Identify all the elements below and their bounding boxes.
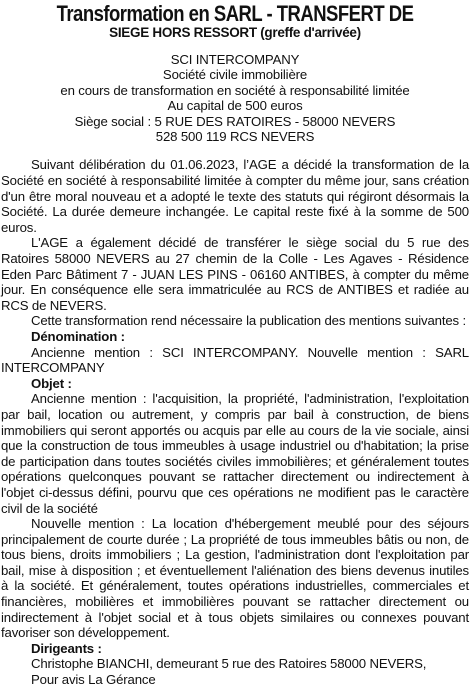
dirigeants-text: Christophe BIANCHI, demeurant 5 rue des Ratoires 58000 NEVERS, <box>31 656 427 672</box>
paragraph-transfer: L'AGE a également décidé de transférer le siège social du 5 rue des Ratoires 58000 NEVERS au 27 chemin de la Colle - Les Agaves - Résidence Eden Parc Bâtiment 7 - JUAN LES PINS - 06160 ANTIBES, à compter du même jour. En conséquence elle sera immatriculée au RCS de ANTIBES et radiée au RCS de NEVERS. <box>1 235 469 313</box>
objet-old-mention: Ancienne mention : l'acquisition, la propriété, l'administration, l'exploitation par bail, location ou autrement, y compris par bail à construction, de biens immobiliers qui seront apportés ou acquis par elle au cours de la vie sociale, ainsi que la construction de tous immeubles à usage industriel ou d'habitation; la prise de participation dans toutes sociétés civiles immobilières; et généralement toutes opérations quelconques pouvant se rattacher directement ou indirectement à l'objet ci-dessus défini, pourvu que ces opérations ne modifient pas le caractère civil de la société <box>1 391 469 516</box>
company-seat: Siège social : 5 RUE DES RATOIRES - 58000 NEVERS <box>74 113 396 129</box>
denomination-heading: Dénomination : <box>31 328 125 344</box>
dirigeants-heading: Dirigeants : <box>31 640 102 656</box>
notice-subtitle: SIEGE HORS RESSORT (greffe d'arrivée) <box>109 25 361 40</box>
company-block <box>1 52 469 144</box>
company-status: en cours de transformation en société à responsabilité limitée <box>60 82 410 98</box>
notice-title: Transformation en SARL - TRANSFERT DE <box>56 1 414 26</box>
objet-new-mention: Nouvelle mention : La location d'hébergement meublé pour des séjours principalement de courte durée ; La propriété de tous immeubles bâtis ou non, de tous biens, droits immobiliers ; La gestion, l'administration dont l'exploitation par bail, mise à disposition ; et éventuellement l'aliénation des biens devenus inutiles à la société. Et généralement, toutes opérations industrielles, commerciales et financières, mobilières et immobilières pouvant se rattacher directement ou indirectement à l'objet social et à tous objets similaires ou connexes pouvant favoriser son développement. <box>1 516 469 641</box>
company-name: SCI INTERCOMPANY <box>170 52 300 67</box>
denomination-text: Ancienne mention : SCI INTERCOMPANY. Nouvelle mention : SARL INTERCOMPANY <box>1 344 469 376</box>
objet-heading: Objet : <box>31 375 72 391</box>
company-form: Société civile immobilière <box>162 67 308 83</box>
paragraph-transformation: Suivant délibération du 01.06.2023, l’AGE a décidé la transformation de la Société en société à responsabilité limitée à compter du même jour, sans création d'un être moral nouveau et a adopté le texte des statuts qui régiront désormais la Société. La durée demeure inchangée. Le capital reste fixé à la somme de 500 euros. <box>1 157 469 235</box>
company-rcs: 528 500 119 RCS NEVERS <box>155 129 315 145</box>
signature: Pour avis La Gérance <box>31 672 156 688</box>
paragraph-publication: Cette transformation rend nécessaire la publication des mentions suivantes : <box>31 313 467 329</box>
company-capital: Au capital de 500 euros <box>167 98 303 114</box>
